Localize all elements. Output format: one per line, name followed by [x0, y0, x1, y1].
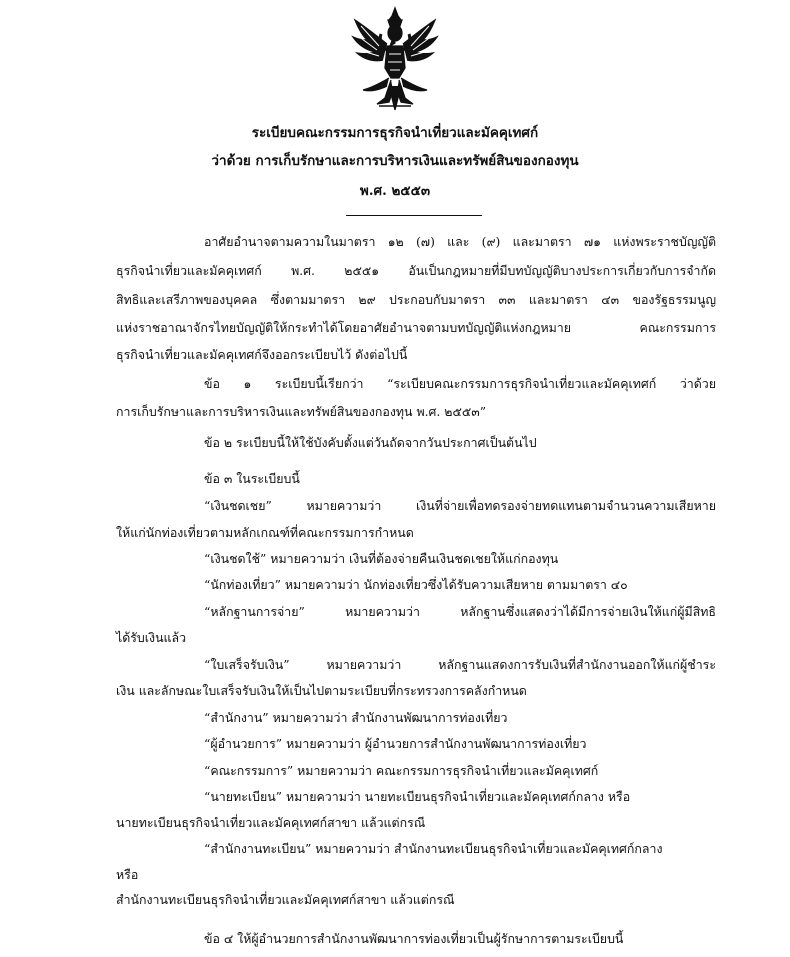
definition-line: สำนักงานทะเบียนธุรกิจนำเที่ยวและมัคคุเทศก์สาขา แล้วแต่กรณี — [116, 892, 455, 907]
clause-4: ข้อ ๔ ให้ผู้อำนวยการสำนักงานพัฒนาการท่องเที่ยวเป็นผู้รักษาการตามระเบียบนี้ — [204, 931, 624, 946]
definition-line: นายทะเบียนธุรกิจนำเที่ยวและมัคคุเทศก์สาขา แล้วแต่กรณี — [116, 815, 426, 830]
preamble-line: ธุรกิจนำเที่ยวและมัคคุเทศก์จึงออกระเบียบไว้ ดังต่อไปนี้ — [116, 347, 408, 362]
definition-line: ได้รับเงินแล้ว — [116, 630, 187, 645]
definition-line: “ใบเสร็จรับเงิน” หมายความว่า หลักฐานแสดงการรับเงินที่สำนักงานออกให้แก่ผู้ชำระ — [204, 657, 716, 672]
document-year: พ.ศ. ๒๕๕๓ — [359, 183, 431, 199]
clause-1-cont: การเก็บรักษาและการบริหารเงินและทรัพย์สินของกองทุน พ.ศ. ๒๕๕๓” — [116, 404, 487, 419]
preamble-line: แห่งราชอาณาจักรไทยบัญญัติให้กระทำได้โดยอาศัยอำนาจตามบทบัญญัติแห่งกฎหมาย คณะกรรมการ — [116, 320, 716, 335]
definition-line: “สำนักงานทะเบียน” หมายความว่า สำนักงานทะเบียนธุรกิจนำเที่ยวและมัคคุเทศก์กลาง — [204, 841, 663, 856]
definition-line: หรือ — [116, 867, 139, 882]
definition-line: “สำนักงาน” หมายความว่า สำนักงานพัฒนาการท่องเที่ยว — [204, 710, 508, 725]
preamble-line: สิทธิและเสรีภาพของบุคคล ซึ่งตามมาตรา ๒๙ ประกอบกับมาตรา ๓๓ และมาตรา ๔๓ ของรัฐธรรมนูญ — [116, 292, 716, 307]
clause-2: ข้อ ๒ ระเบียบนี้ให้ใช้บังคับตั้งแต่วันถัดจากวันประกาศเป็นต้นไป — [204, 435, 537, 450]
definition-line: เงิน และลักษณะใบเสร็จรับเงินให้เป็นไปตามระเบียบที่กระทรวงการคลังกำหนด — [116, 683, 527, 698]
document-subtitle: ว่าด้วย การเก็บรักษาและการบริหารเงินและทรัพย์สินของกองทุน — [211, 153, 579, 169]
definition-line: “นักท่องเที่ยว” หมายความว่า นักท่องเที่ยวซึ่งได้รับความเสียหาย ตามมาตรา ๔๐ — [204, 577, 628, 592]
garuda-emblem-icon — [349, 6, 441, 116]
definition-line: ให้แก่นักท่องเที่ยวตามหลักเกณฑ์ที่คณะกรรมการกำหนด — [116, 525, 414, 540]
title-divider — [346, 215, 482, 216]
clause-3-heading: ข้อ ๓ ในระเบียบนี้ — [204, 471, 300, 486]
definition-line: “คณะกรรมการ” หมายความว่า คณะกรรมการธุรกิจนำเที่ยวและมัคคุเทศก์ — [204, 763, 599, 778]
definition-line: “นายทะเบียน” หมายความว่า นายทะเบียนธุรกิจนำเที่ยวและมัคคุเทศก์กลาง หรือ — [204, 789, 631, 804]
definition-line: “เงินชดเชย” หมายความว่า เงินที่จ่ายเพื่อทดรองจ่ายทดแทนตามจำนวนความเสียหาย — [204, 498, 716, 513]
preamble-line: อาศัยอำนาจตามความในมาตรา ๑๒ (๗) และ (๙) และมาตรา ๗๑ แห่งพระราชบัญญัติ — [204, 234, 716, 249]
definition-line: “หลักฐานการจ่าย” หมายความว่า หลักฐานซึ่งแสดงว่าได้มีการจ่ายเงินให้แก่ผู้มีสิทธิ — [204, 604, 716, 619]
document-title: ระเบียบคณะกรรมการธุรกิจนำเที่ยวและมัคคุเทศก์ — [251, 125, 539, 141]
preamble-line: ธุรกิจนำเที่ยวและมัคคุเทศก์ พ.ศ. ๒๕๕๑ อันเป็นกฎหมายที่มีบทบัญญัติบางประการเกี่ยวกับการจำกัด — [116, 263, 716, 278]
definition-line: “ผู้อำนวยการ” หมายความว่า ผู้อำนวยการสำนักงานพัฒนาการท่องเที่ยว — [204, 736, 587, 751]
clause-1: ข้อ ๑ ระเบียบนี้เรียกว่า “ระเบียบคณะกรรมการธุรกิจนำเที่ยวและมัคคุเทศก์ ว่าด้วย — [204, 376, 716, 391]
definition-line: “เงินชดใช้” หมายความว่า เงินที่ต้องจ่ายคืนเงินชดเชยให้แก่กองทุน — [204, 551, 559, 566]
